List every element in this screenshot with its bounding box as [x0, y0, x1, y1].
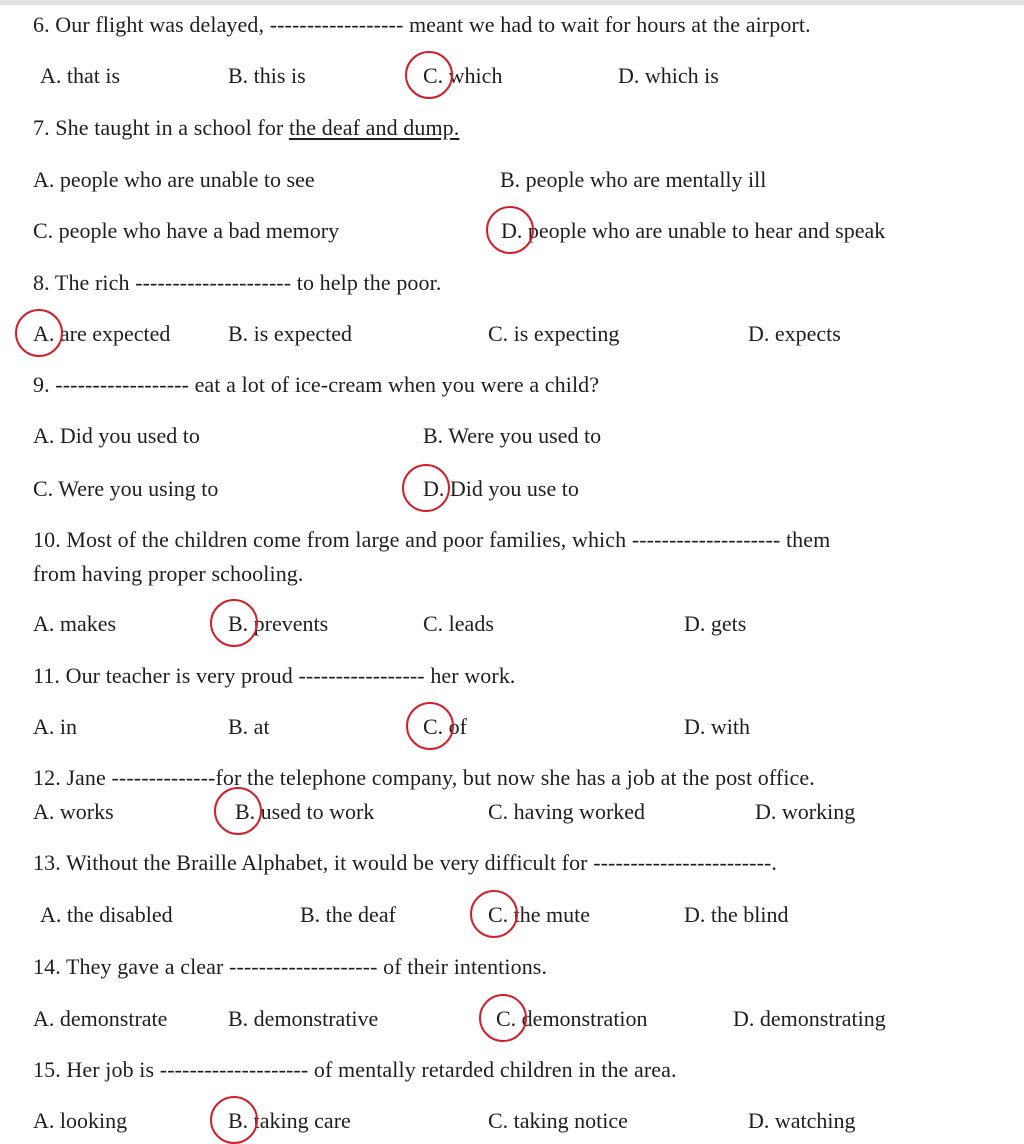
q11-option-d: D. with	[684, 714, 750, 739]
q15-option-a: A. looking	[33, 1108, 128, 1133]
q11-option-a: A. in	[33, 714, 77, 739]
q13-option-c: C. the mute	[488, 902, 591, 927]
q9-option-d: D. Did you use to	[423, 476, 579, 501]
q14-option-c: C. demonstration	[496, 1006, 648, 1031]
question-15-stem: 15. Her job is -------------------- of mentally retarded children in the area.	[33, 1057, 677, 1082]
q15-option-d: D. watching	[748, 1108, 856, 1133]
q14-answer-circle	[479, 994, 527, 1042]
question-13-stem: 13. Without the Braille Alphabet, it would be very difficult for ------------------------.	[33, 850, 778, 875]
question-10-stem-line-2: from having proper schooling.	[33, 561, 304, 586]
q15-option-c: C. taking notice	[488, 1108, 628, 1133]
q15-option-b: B. taking care	[228, 1108, 351, 1133]
question-6-stem: 6. Our flight was delayed, ------------------ meant we had to wait for hours at the airport.	[33, 12, 811, 37]
q9-option-b: B. Were you used to	[423, 423, 602, 448]
q12-option-a: A. works	[33, 799, 114, 824]
q10-option-d: D. gets	[684, 611, 747, 636]
q11-option-b: B. at	[228, 714, 270, 739]
q15-answer-circle	[210, 1096, 258, 1144]
q10-option-a: A. makes	[33, 611, 117, 636]
question-9-stem: 9. ------------------ eat a lot of ice-cream when you were a child?	[33, 372, 600, 397]
q12-option-c: C. having worked	[488, 799, 646, 824]
q6-option-c: C. which	[423, 63, 503, 88]
q6-answer-circle	[405, 51, 453, 99]
q8-option-c: C. is expecting	[488, 321, 620, 346]
q7-option-a: A. people who are unable to see	[33, 167, 315, 192]
q13-option-d: D. the blind	[684, 902, 789, 927]
q14-option-a: A. demonstrate	[33, 1006, 168, 1031]
q12-option-b: B. used to work	[235, 799, 375, 824]
q7-stem-text: 7. She taught in a school for	[33, 115, 289, 140]
q13-option-b: B. the deaf	[300, 902, 396, 927]
q12-option-d: D. working	[755, 799, 856, 824]
q8-option-d: D. expects	[748, 321, 841, 346]
q13-option-a: A. the disabled	[40, 902, 173, 927]
q13-answer-circle	[470, 890, 518, 938]
question-12-stem: 12. Jane --------------for the telephone company, but now she has a job at the post office.	[33, 765, 815, 790]
q7-option-c: C. people who have a bad memory	[33, 218, 340, 243]
q7-answer-circle	[486, 206, 534, 254]
q7-option-d: D. people who are unable to hear and speak	[501, 218, 886, 243]
q10-answer-circle	[210, 599, 258, 647]
q8-option-a: A. are expected	[33, 321, 171, 346]
q9-option-a: A. Did you used to	[33, 423, 200, 448]
q8-option-b: B. is expected	[228, 321, 353, 346]
q9-option-c: C. Were you using to	[33, 476, 219, 501]
q12-answer-circle	[214, 787, 262, 835]
q10-option-b: B. prevents	[228, 611, 329, 636]
q11-answer-circle	[406, 702, 454, 750]
q14-option-b: B. demonstrative	[228, 1006, 379, 1031]
page-top-border	[0, 0, 1024, 5]
q7-underlined-phrase: the deaf and dump.	[288, 115, 460, 140]
question-10-stem-line-1: 10. Most of the children come from large and poor families, which -------------------- them	[33, 527, 831, 552]
q6-option-a: A. that is	[40, 63, 121, 88]
q14-option-d: D. demonstrating	[733, 1006, 886, 1031]
q6-option-d: D. which is	[618, 63, 719, 88]
question-11-stem: 11. Our teacher is very proud ----------------- her work.	[33, 663, 516, 688]
question-14-stem: 14. They gave a clear -------------------- of their intentions.	[33, 954, 548, 979]
q7-option-b: B. people who are mentally ill	[500, 167, 767, 192]
q6-option-b: B. this is	[228, 63, 306, 88]
q8-answer-circle	[15, 309, 63, 357]
question-7-stem	[33, 115, 459, 141]
q11-option-c: C. of	[423, 714, 467, 739]
question-8-stem: 8. The rich --------------------- to help the poor.	[33, 270, 442, 295]
q9-answer-circle	[402, 464, 450, 512]
q10-option-c: C. leads	[423, 611, 494, 636]
